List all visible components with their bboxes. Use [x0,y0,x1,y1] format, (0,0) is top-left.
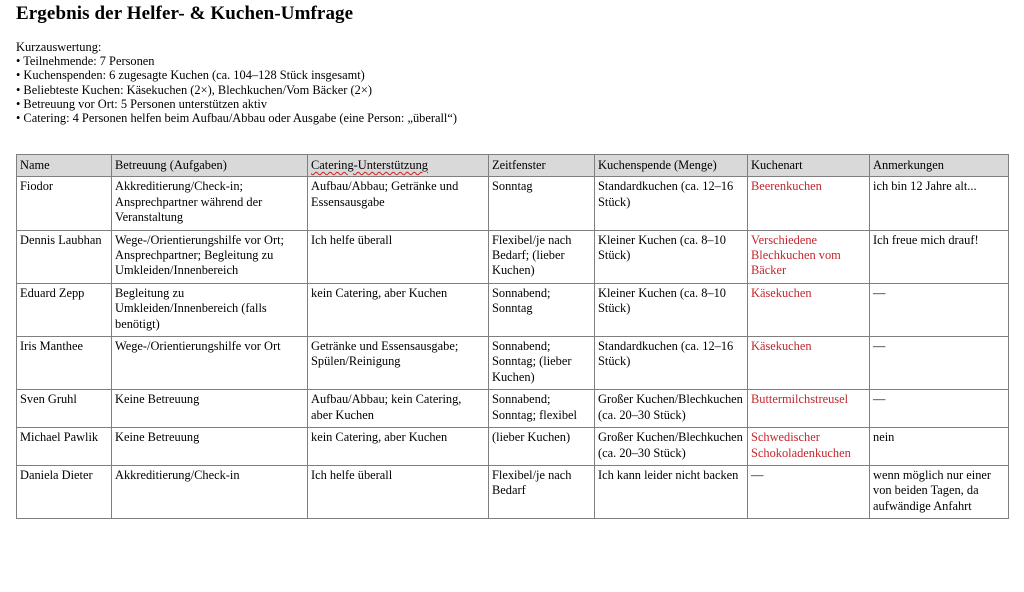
cell-betreuung[interactable]: Wege-/Orientierungshilfe vor Ort [112,337,308,390]
cell-name[interactable]: Iris Manthee [17,337,112,390]
cell-betreuung[interactable]: Wege-/Orientierungshilfe vor Ort; Ansprechpartner; Begleitung zu Umkleiden/Innenbereich [112,230,308,283]
cell-zeitfenster[interactable]: Flexibel/je nach Bedarf; (lieber Kuchen) [489,230,595,283]
summary-item-catering[interactable]: • Catering: 4 Personen helfen beim Aufbau/Abbau oder Ausgabe (eine Person: „überall“) [16,111,457,126]
cell-zeitfenster[interactable]: (lieber Kuchen) [489,428,595,466]
cell-catering[interactable]: Getränke und Essensausgabe; Spülen/Reinigung [308,337,489,390]
cell-betreuung[interactable]: Keine Betreuung [112,428,308,466]
survey-results-table [16,154,1009,519]
cell-kuchenart[interactable]: Verschiedene Blechkuchen vom Bäcker [748,230,870,283]
cell-kuchenspende[interactable]: Großer Kuchen/Blechkuchen (ca. 20–30 Stück) [595,390,748,428]
cell-catering[interactable]: kein Catering, aber Kuchen [308,283,489,336]
cell-kuchenart[interactable]: Käsekuchen [748,337,870,390]
cell-anmerkungen[interactable]: — [870,390,1009,428]
cell-kuchenspende[interactable]: Standardkuchen (ca. 12–16 Stück) [595,337,748,390]
summary-item-onsite-support[interactable]: • Betreuung vor Ort: 5 Personen unterstützen aktiv [16,96,268,111]
summary-item-cake-donations[interactable]: • Kuchenspenden: 6 zugesagte Kuchen (ca. 104–128 Stück insgesamt) [16,68,365,83]
column-header-betreuung[interactable]: Betreuung (Aufgaben) [112,155,308,177]
table-row [17,337,1009,390]
cell-catering[interactable]: Aufbau/Abbau; kein Catering, aber Kuchen [308,390,489,428]
column-header-kuchenspende[interactable]: Kuchenspende (Menge) [595,155,748,177]
cell-kuchenspende[interactable]: Ich kann leider nicht backen [595,465,748,518]
cell-catering[interactable]: Aufbau/Abbau; Getränke und Essensausgabe [308,177,489,230]
table-row [17,177,1009,230]
cell-zeitfenster[interactable]: Sonnabend; Sonntag; (lieber Kuchen) [489,337,595,390]
cell-name[interactable]: Sven Gruhl [17,390,112,428]
summary-item-participants[interactable]: • Teilnehmende: 7 Personen [16,54,155,69]
cell-name[interactable]: Daniela Dieter [17,465,112,518]
spellcheck-marked-text[interactable]: Catering-Unterstützung [311,158,428,172]
cell-catering[interactable]: Ich helfe überall [308,465,489,518]
cell-betreuung[interactable]: Begleitung zu Umkleiden/Innenbereich (falls benötigt) [112,283,308,336]
cell-anmerkungen[interactable]: ich bin 12 Jahre alt... [870,177,1009,230]
cell-kuchenspende[interactable]: Kleiner Kuchen (ca. 8–10 Stück) [595,283,748,336]
cell-name[interactable]: Dennis Laubhan [17,230,112,283]
column-header-catering[interactable] [308,155,489,177]
column-header-zeitfenster[interactable]: Zeitfenster [489,155,595,177]
cell-anmerkungen[interactable]: nein [870,428,1009,466]
cell-betreuung[interactable]: Akkreditierung/Check-in [112,465,308,518]
cell-kuchenart[interactable]: Schwedischer Schokoladenkuchen [748,428,870,466]
table-header-row [17,155,1009,177]
cell-anmerkungen[interactable]: — [870,337,1009,390]
table-row [17,390,1009,428]
table-row [17,230,1009,283]
cell-kuchenart[interactable]: Käsekuchen [748,283,870,336]
cell-zeitfenster[interactable]: Sonntag [489,177,595,230]
cell-betreuung[interactable]: Keine Betreuung [112,390,308,428]
cell-name[interactable]: Michael Pawlik [17,428,112,466]
cell-anmerkungen[interactable]: — [870,283,1009,336]
cell-zeitfenster[interactable]: Sonnabend; Sonntag; flexibel [489,390,595,428]
cell-kuchenspende[interactable]: Standardkuchen (ca. 12–16 Stück) [595,177,748,230]
cell-kuchenart[interactable]: Beerenkuchen [748,177,870,230]
cell-anmerkungen[interactable]: Ich freue mich drauf! [870,230,1009,283]
cell-kuchenart[interactable]: — [748,465,870,518]
cell-kuchenart[interactable]: Buttermilchstreusel [748,390,870,428]
cell-catering[interactable]: Ich helfe überall [308,230,489,283]
cell-zeitfenster[interactable]: Flexibel/je nach Bedarf [489,465,595,518]
table-row [17,465,1009,518]
table-row [17,428,1009,466]
document-title[interactable]: Ergebnis der Helfer- & Kuchen-Umfrage [16,3,354,24]
summary-item-popular-cakes[interactable]: • Beliebteste Kuchen: Käsekuchen (2×), Blechkuchen/Vom Bäcker (2×) [16,82,372,97]
column-header-anmerkungen[interactable]: Anmerkungen [870,155,1009,177]
cell-name[interactable]: Eduard Zepp [17,283,112,336]
cell-name[interactable]: Fiodor [17,177,112,230]
summary-heading[interactable]: Kurzauswertung: [16,40,102,54]
cell-zeitfenster[interactable]: Sonnabend; Sonntag [489,283,595,336]
summary-section [16,40,457,125]
cell-catering[interactable]: kein Catering, aber Kuchen [308,428,489,466]
cell-kuchenspende[interactable]: Großer Kuchen/Blechkuchen (ca. 20–30 Stück) [595,428,748,466]
cell-betreuung[interactable]: Akkreditierung/Check-in; Ansprechpartner während der Veranstaltung [112,177,308,230]
table-row [17,283,1009,336]
cell-kuchenspende[interactable]: Kleiner Kuchen (ca. 8–10 Stück) [595,230,748,283]
column-header-kuchenart[interactable]: Kuchenart [748,155,870,177]
column-header-name[interactable]: Name [17,155,112,177]
cell-anmerkungen[interactable]: wenn möglich nur einer von beiden Tagen, da aufwändige Anfahrt [870,465,1009,518]
